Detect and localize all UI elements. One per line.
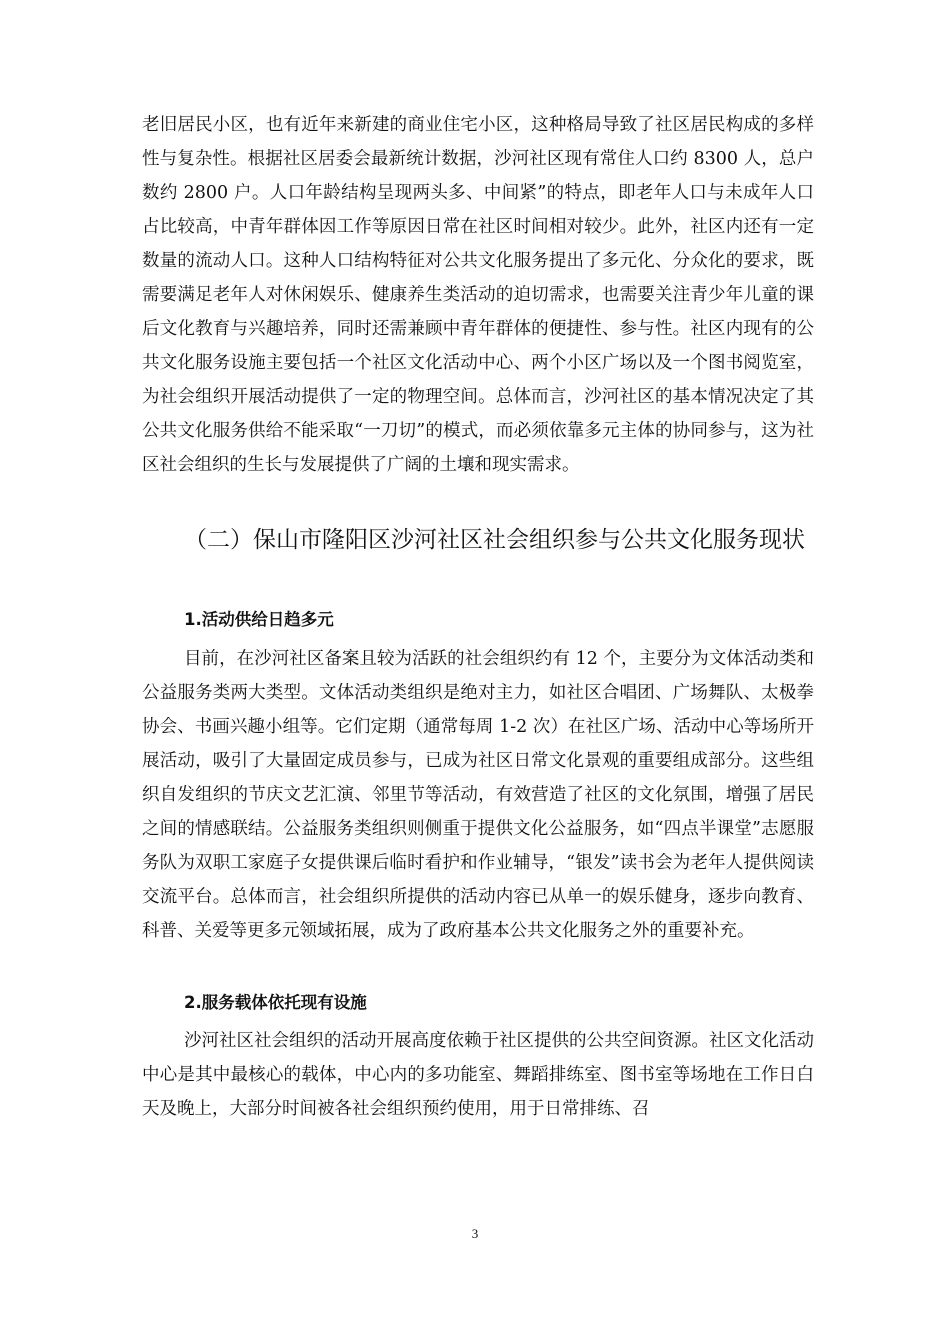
body-paragraph: 沙河社区社会组织的活动开展高度依赖于社区提供的公共空间资源。社区文化活动中心是其中最核心的载体，中心内的多功能室、舞蹈排练室、图书室等场地在工作日白天及晚上，大部分时间被各社会组织预约使用，用于日常排练、召 [142, 1031, 814, 1119]
body-paragraph: 目前，在沙河社区备案且较为活跃的社会组织约有 12 个，主要分为文体活动类和公益服务类两大类型。文体活动类组织是绝对主力，如社区合唱团、广场舞队、太极拳协会、书画兴趣小组等。它们定期（通常每周 1-2 次）在社区广场、活动中心等场所开展活动，吸引了大量固定成员参与，已成为社区日常文化景观的重要组成部分。这些组织自发组织的节庆文艺汇演、邻里节等活动，有效营造了社区的文化氛围，增强了居民之间的情感联结。公益服务类组织则侧重于提供文化公益服务，如“四点半课堂”志愿服务队为双职工家庭子女提供课后临时看护和作业辅导，“银发”读书会为老年人提供阅读交流平台。总体而言，社会组织所提供的活动内容已从单一的娱乐健身，逐步向教育、科普、关爱等更多元领域拓展，成为了政府基本公共文化服务之外的重要补充。 [142, 649, 814, 941]
subheading-service-carrier: 2.服务载体依托现有设施 [184, 993, 367, 1012]
section-heading: （二）保山市隆阳区沙河社区社会组织参与公共文化服务现状 [184, 527, 805, 553]
body-paragraph: 老旧居民小区，也有近年来新建的商业住宅小区，这种格局导致了社区居民构成的多样性与复杂性。根据社区居委会最新统计数据，沙河社区现有常住人口约 8300 人，总户数约 2800 户。人口年龄结构呈现两头多、中间紧”的特点，即老年人口与未成年人口占比较高，中青年群体因工作等原因日常在社区时间相对较少。此外，社区内还有一定数量的流动人口。这种人口结构特征对公共文化服务提出了多元化、分众化的要求，既需要满足老年人对休闲娱乐、健康养生类活动的迫切需求，也需要关注青少年儿童的课后文化教育与兴趣培养，同时还需兼顾中青年群体的便捷性、参与性。社区内现有的公共文化服务设施主要包括一个社区文化活动中心、两个小区广场以及一个图书阅览室，为社会组织开展活动提供了一定的物理空间。总体而言，沙河社区的基本情况决定了其公共文化服务供给不能采取“一刀切”的模式，而必须依靠多元主体的协同参与，这为社区社会组织的生长与发展提供了广阔的土壤和现实需求。 [142, 115, 814, 475]
subheading-activity-supply: 1.活动供给日趋多元 [184, 610, 334, 629]
page-number: 3 [471, 1226, 479, 1241]
